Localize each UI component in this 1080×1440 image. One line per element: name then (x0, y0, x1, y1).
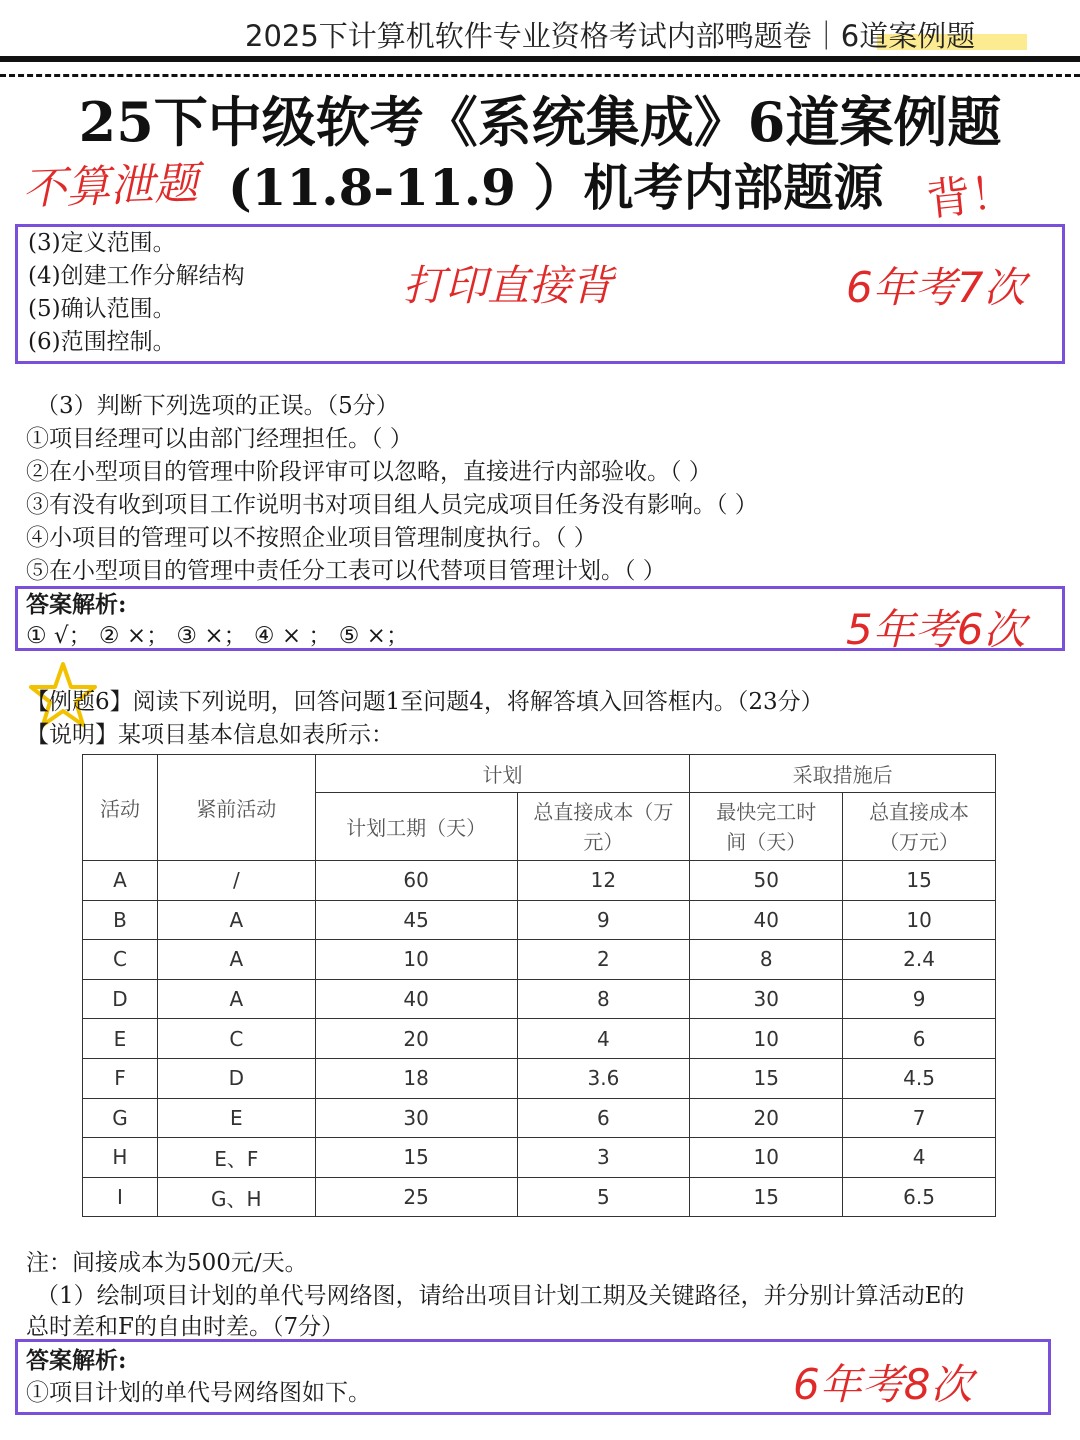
table-cell: 30 (315, 1098, 517, 1138)
table-cell: 60 (315, 861, 517, 901)
answer-box-q3 (15, 586, 1065, 654)
table-cell: 15 (690, 1177, 843, 1217)
answer-text: ①项目计划的单代号网络图如下。 (26, 1380, 371, 1406)
table-cell: 18 (315, 1058, 517, 1098)
table-cell: D (157, 1058, 315, 1098)
header-line: 元） (583, 829, 624, 854)
question-3-item: ③有没有收到项目工作说明书对项目组人员完成项目任务没有影响。（ ） (26, 492, 758, 518)
col-header-plan-duration: 计划工期（天） (315, 793, 517, 861)
table-cell: H (83, 1138, 158, 1178)
table-cell: I (83, 1177, 158, 1217)
table-cell: G、H (157, 1177, 315, 1217)
col-group-plan: 计划 (315, 755, 690, 793)
table-cell: 10 (690, 1019, 843, 1059)
table-cell: 15 (843, 861, 996, 901)
table-cell: 20 (690, 1098, 843, 1138)
scope-process-box (15, 224, 1065, 364)
table-cell: A (157, 900, 315, 940)
example-6-description: 【说明】某项目基本信息如表所示： (26, 722, 394, 748)
table-row (83, 979, 996, 1019)
table-cell: E、F (157, 1138, 315, 1178)
table-cell: 30 (690, 979, 843, 1019)
table-cell: 8 (690, 940, 843, 980)
question-1-prompt: （1）绘制项目计划的单代号网络图，请给出项目计划工期及关键路径，并分别计算活动E的 (36, 1283, 965, 1309)
header-line: 间（天） (726, 829, 807, 854)
answer-label: 答案解析: (26, 591, 127, 618)
table-cell: 6 (517, 1098, 690, 1138)
question-3-item: ⑤在小型项目的管理中责任分工表可以代替项目管理计划。（ ） (26, 558, 666, 584)
table-cell: 3 (517, 1138, 690, 1178)
table-cell: G (83, 1098, 158, 1138)
table-cell: 8 (517, 979, 690, 1019)
scope-line: (4)创建工作分解结构 (28, 263, 245, 289)
table-cell: 40 (315, 979, 517, 1019)
table-row (83, 1098, 996, 1138)
table-cell: 7 (843, 1098, 996, 1138)
table-cell: / (157, 861, 315, 901)
table-cell: 5 (517, 1177, 690, 1217)
indirect-cost-note: 注：间接成本为500元/天。 (26, 1250, 308, 1276)
page-subtitle: (11.8-11.9 ）机考内部题源 (228, 158, 884, 217)
header-rule-solid (0, 56, 1080, 62)
table-row (83, 900, 996, 940)
header-rule-dashed (0, 74, 1080, 77)
scope-line: (3)定义范围。 (28, 230, 176, 256)
document-header-title: 2025下计算机软件专业资格考试内部鸭题卷｜6道案例题 (245, 19, 976, 53)
table-cell: 40 (690, 900, 843, 940)
table-cell: 6 (843, 1019, 996, 1059)
answer-label: 答案解析: (26, 1347, 127, 1374)
table-cell: B (83, 900, 158, 940)
table-body (83, 861, 996, 1217)
page-title: 25下中级软考《系统集成》6道案例题 (78, 90, 1002, 154)
scope-line: (5)确认范围。 (28, 296, 176, 322)
col-header-activity: 活动 (83, 755, 158, 861)
table-cell: A (83, 861, 158, 901)
table-cell: 9 (843, 979, 996, 1019)
table-cell: A (157, 940, 315, 980)
table-cell: 10 (843, 900, 996, 940)
table-cell: 2 (517, 940, 690, 980)
table-cell: 50 (690, 861, 843, 901)
header-line: （万元） (879, 829, 960, 854)
table-row (83, 1138, 996, 1178)
scope-line: (6)范围控制。 (28, 329, 176, 355)
table-cell: 15 (315, 1138, 517, 1178)
table-cell: E (83, 1019, 158, 1059)
table-cell: 4 (517, 1019, 690, 1059)
question-1-prompt-cont: 总时差和F的自由时差。（7分） (26, 1314, 345, 1340)
header-line: 总直接成本（万 (533, 799, 674, 824)
table-row (83, 1019, 996, 1059)
table-cell: 10 (315, 940, 517, 980)
table-cell: F (83, 1058, 158, 1098)
question-3-item: ④小项目的管理可以不按照企业项目管理制度执行。（ ） (26, 525, 597, 551)
table-cell: E (157, 1098, 315, 1138)
table-cell: 25 (315, 1177, 517, 1217)
table-row (83, 861, 996, 901)
table-cell: D (83, 979, 158, 1019)
table-cell: 9 (517, 900, 690, 940)
answer-text: ① √； ② ×； ③ ×； ④ × ； ⑤ ×； (26, 623, 409, 649)
question-3-prompt: （3）判断下列选项的正误。（5分） (36, 393, 399, 419)
table-row (83, 1058, 996, 1098)
table-cell: 45 (315, 900, 517, 940)
question-3-item: ①项目经理可以由部门经理担任。（ ） (26, 426, 413, 452)
header-line: 总直接成本 (869, 799, 970, 824)
project-info-table (82, 754, 996, 1217)
col-group-after-measures: 采取措施后 (690, 755, 996, 793)
table-cell: 3.6 (517, 1058, 690, 1098)
table-cell: 4 (843, 1138, 996, 1178)
table-row (83, 940, 996, 980)
table-cell: 6.5 (843, 1177, 996, 1217)
handwritten-frequency-note: 6年考7次 (846, 263, 1026, 312)
example-6-intro: 【例题6】阅读下列说明，回答问题1至问题4，将解答填入回答框内。（23分） (26, 689, 824, 715)
col-header-fastest-time (690, 793, 843, 861)
handwritten-frequency-note: 5年考6次 (846, 605, 1026, 654)
table-cell: 2.4 (843, 940, 996, 980)
col-header-plan-cost (517, 793, 690, 861)
table-cell: 15 (690, 1058, 843, 1098)
handwritten-print-note: 打印直接背 (403, 261, 614, 310)
table-cell: 20 (315, 1019, 517, 1059)
table-cell: 10 (690, 1138, 843, 1178)
table-row (83, 1177, 996, 1217)
col-header-predecessor: 紧前活动 (157, 755, 315, 861)
question-3-item: ②在小型项目的管理中阶段评审可以忽略，直接进行内部验收。（ ） (26, 459, 712, 485)
table-cell: 4.5 (843, 1058, 996, 1098)
table-cell: 12 (517, 861, 690, 901)
table-cell: A (157, 979, 315, 1019)
handwritten-frequency-note: 6年考8次 (793, 1360, 973, 1409)
handwritten-memorize-note: 背！ (924, 166, 1017, 227)
answer-box-q1 (15, 1339, 1051, 1415)
col-header-after-cost (843, 793, 996, 861)
table-cell: C (157, 1019, 315, 1059)
header-line: 最快完工时 (716, 799, 817, 824)
table-cell: C (83, 940, 158, 980)
handwritten-subtitle-note: 不算泄题 (21, 157, 199, 216)
